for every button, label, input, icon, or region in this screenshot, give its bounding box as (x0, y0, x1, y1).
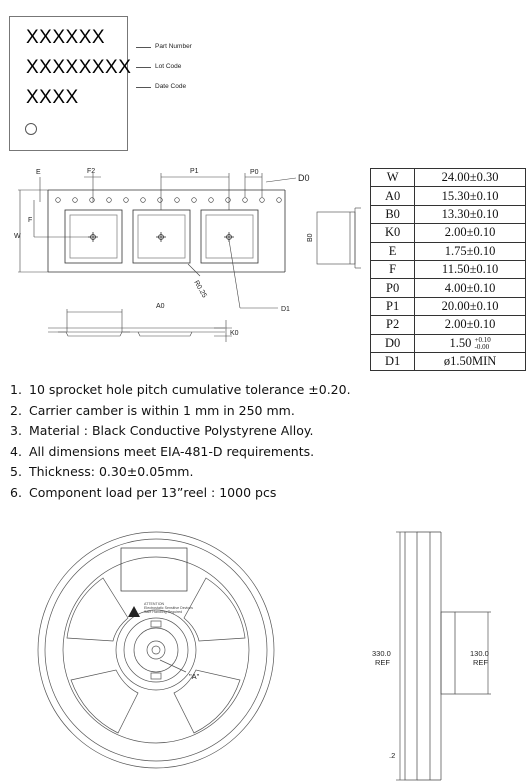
dim-key: P2 (371, 316, 415, 334)
marking-box (9, 16, 132, 151)
dim-value: ø1.50MIN (415, 352, 526, 370)
dim-value: 4.00±0.10 (415, 279, 526, 297)
list-item (10, 483, 351, 504)
dim-key: P0 (371, 279, 415, 297)
table-row (371, 169, 526, 187)
dim-key: D0 (371, 334, 415, 352)
table-row (371, 316, 526, 334)
table-row (371, 334, 526, 352)
table-row (371, 224, 526, 242)
reel-drawing (0, 520, 526, 784)
note-text: 10 sprocket hole pitch cumulative tolerance ±0.20. (29, 382, 351, 397)
sprocket-holes (56, 198, 282, 203)
callout-a: "A" (189, 672, 200, 681)
dim-330-ref: REF (375, 658, 390, 667)
dim-label-e: E (36, 169, 41, 176)
tol-plus: +0.10 (474, 335, 491, 344)
note-number: 6. (10, 484, 22, 500)
dim-key: P1 (371, 297, 415, 315)
lot-code-callout: Lot Code (155, 63, 182, 70)
part-number-marking: XXXXXX (26, 27, 106, 48)
note-number: 5. (10, 464, 22, 479)
note-text: Component load per 13”reel : 1000 pcs (29, 484, 277, 500)
note-number: 1. (10, 382, 22, 397)
reel-label-line: ATTENTION (144, 602, 165, 606)
dim-key: A0 (371, 187, 415, 205)
lot-code-marking: XXXXXXXX (26, 57, 132, 78)
note-number: 4. (10, 443, 22, 459)
dim-value: 11.50±0.10 (415, 260, 526, 278)
dim-key: W (371, 169, 415, 187)
list-item (10, 442, 351, 463)
dim-value: 15.30±0.10 (415, 187, 526, 205)
dim-value: 20.00±0.10 (415, 297, 526, 315)
dim-value: 13.30±0.10 (415, 205, 526, 223)
dim-label-a0: A0 (156, 303, 165, 310)
part-number-callout: Part Number (155, 43, 192, 50)
note-text: Thickness: 0.30±0.05mm. (29, 464, 194, 479)
table-row (371, 260, 526, 278)
dim-330: 330.0 (372, 649, 391, 658)
dim-key: F (371, 260, 415, 278)
dim-label-f2: F2 (87, 168, 96, 175)
dim-key: B0 (371, 205, 415, 223)
dim-tolerance (475, 337, 491, 351)
list-item (10, 401, 351, 422)
note-text: All dimensions meet EIA-481-D requirements. (29, 443, 315, 459)
date-code-callout: Date Code (155, 83, 187, 90)
dim-label-p0: P0 (250, 169, 259, 176)
note-number: 3. (10, 423, 22, 438)
callout-line (136, 67, 151, 68)
dim-key: K0 (371, 224, 415, 242)
note-text: Material : Black Conductive Polystyrene Alloy. (29, 423, 314, 438)
table-row (371, 279, 526, 297)
table-row (371, 297, 526, 315)
callout-line (136, 87, 151, 88)
table-row (371, 205, 526, 223)
dimensions-table (370, 168, 526, 371)
dim-label-f: F (28, 217, 33, 224)
dim-key: D1 (371, 352, 415, 370)
tol-minus: -0.00 (474, 342, 490, 351)
dim-value-d0 (415, 334, 526, 352)
dim-label-k0: K0 (230, 330, 239, 337)
dim-label-r: R0.25 (192, 279, 208, 300)
list-item (10, 380, 351, 401)
list-item (10, 462, 351, 483)
dim-label-d1: D1 (281, 306, 290, 313)
callout-line (136, 47, 151, 48)
note-text: Carrier camber is within 1 mm in 250 mm. (29, 402, 295, 418)
dim-label-b0: B0 (307, 233, 314, 242)
esd-warning-icon (128, 606, 140, 617)
dim-value: 24.00±0.30 (415, 169, 526, 187)
reel-label-line: Electrostatic Sensitive Devices (144, 606, 193, 610)
note-number: 2. (10, 402, 22, 418)
dim-label-d0: D0 (298, 173, 310, 183)
dim-value: 2.00±0.10 (415, 224, 526, 242)
date-code-marking: XXXX (26, 87, 79, 108)
dim-label-p1: P1 (190, 168, 199, 175)
dim-key: E (371, 242, 415, 260)
dim-value: 1.75±0.10 (415, 242, 526, 260)
table-row (371, 352, 526, 370)
dim-130-ref: REF (473, 658, 488, 667)
dim-130: 130.0 (470, 649, 489, 658)
pin1-indicator (25, 123, 37, 135)
carrier-tape-drawing (0, 160, 370, 360)
table-row (371, 187, 526, 205)
dim-2: .2 (389, 751, 396, 760)
notes-list (10, 380, 351, 503)
table-row (371, 242, 526, 260)
reel-label-line: Safe Handling Required (144, 610, 183, 614)
dim-label-w: W (14, 233, 21, 240)
list-item (10, 421, 351, 442)
dim-value: 2.00±0.10 (415, 316, 526, 334)
dim-value: 1.50 (449, 335, 472, 350)
